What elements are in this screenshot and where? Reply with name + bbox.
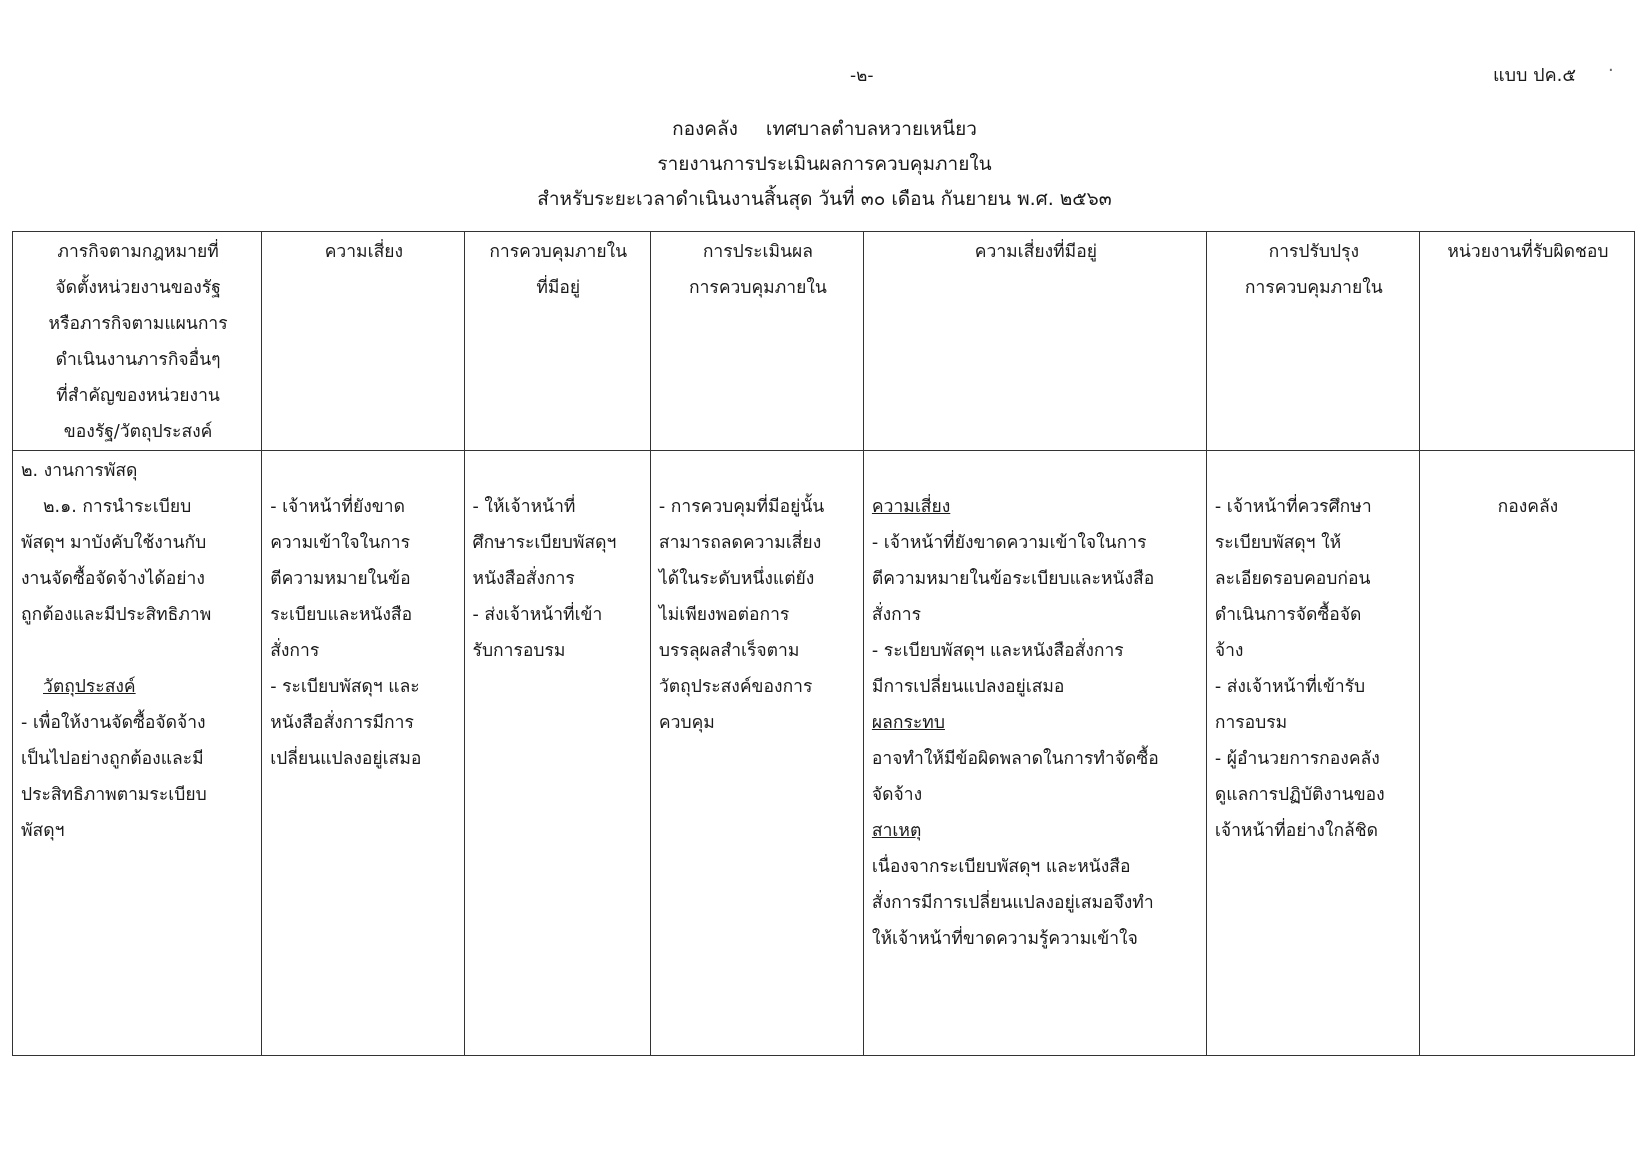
- cell-risk: - เจ้าหน้าที่ยังขาด ความเข้าใจในการ ตีความหมายในข้อ ระเบียบและหนังสือ สั่งการ - ระเบียบพัสดุฯ และ หนังสือสั่งการมีการ เปลี่ยนแปลงอยู่เสมอ: [262, 451, 464, 1056]
- cell-remaining-risk: ความเสี่ยง - เจ้าหน้าที่ยังขาดความเข้าใจในการ ตีความหมายในข้อระเบียบและหนังสือ สั่งการ - ระเบียบพัสดุฯ และหนังสือสั่งการ มีการเปลี่ยนแปลงอยู่เสมอ ผลกระทบ อาจทำให้มีข้อผิดพลาดในการทำจัดซื้อ จัดจ้าง สาเหตุ เนื่องจากระเบียบพัสดุฯ และหนังสือ สั่งการมีการเปลี่ยนแปลงอยู่เสมอจึงทำ ให้เจ้าหน้าที่ขาดความรู้ความเข้าใจ: [863, 451, 1206, 1056]
- header-org-line: [0, 112, 1649, 147]
- cell-responsible: [1419, 451, 1634, 1056]
- risk-label: ความเสี่ยง: [871, 497, 951, 517]
- table-row: [13, 451, 1635, 1056]
- report-period: สำหรับระยะเวลาดำเนินงานสิ้นสุด วันที่ ๓๐ เดือน กันยายน พ.ศ. ๒๕๖๓: [537, 188, 1112, 210]
- report-header: [0, 112, 1649, 217]
- table-header-row: [13, 232, 1635, 451]
- header-responsible: หน่วยงานที่รับผิดชอบ: [1419, 232, 1634, 451]
- header-evaluation: การประเมินผล การควบคุมภายใน: [650, 232, 863, 451]
- report-title: รายงานการประเมินผลการควบคุมภายใน: [657, 153, 992, 175]
- responsible-unit: กองคลัง: [1497, 497, 1559, 517]
- evaluation-table: [12, 231, 1635, 1056]
- stray-mark: ·: [1608, 60, 1614, 81]
- header-improvement: การปรับปรุง การควบคุมภายใน: [1206, 232, 1419, 451]
- header-risk: ความเสี่ยง: [262, 232, 464, 451]
- cell-improvement: - เจ้าหน้าที่ควรศึกษา ระเบียบพัสดุฯ ให้ ละเอียดรอบคอบก่อน ดำเนินการจัดซื้อจัด จ้าง - ส่งเจ้าหน้าที่เข้ารับ การอบรม - ผู้อำนวยการกองคลัง ดูแลการปฏิบัติงานของ เจ้าหน้าที่อย่างใกล้ชิด: [1206, 451, 1419, 1056]
- section-title: ๒. งานการพัสดุ: [21, 461, 138, 481]
- cell-evaluation: - การควบคุมที่มีอยู่นั้น สามารถลดความเสี่ยง ได้ในระดับหนึ่งแต่ยัง ไม่เพียงพอต่อการ บรรลุผลสำเร็จตาม วัตถุประสงค์ของการ ควบคุม: [650, 451, 863, 1056]
- header-mission: ภารกิจตามกฎหมายที่ จัดตั้งหน่วยงานของรัฐ หรือภารกิจตามแผนการ ดำเนินงานภารกิจอื่นๆ ที่สำคัญของหน่วยงาน ของรัฐ/วัตถุประสงค์: [13, 232, 262, 451]
- objective-label: วัตถุประสงค์: [43, 677, 136, 697]
- page-number: -๒-: [850, 66, 874, 86]
- cell-mission: ๒. งานการพัสดุ ๒.๑. การนำระเบียบ พัสดุฯ มาบังคับใช้งานกับ งานจัดซื้อจัดจ้างได้อย่าง ถูกต้องและมีประสิทธิภาพ วัตถุประสงค์ - เพื่อให้งานจัดซื้อจัดจ้าง เป็นไปอย่างถูกต้องและมี ประสิทธิภาพตามระเบียบ พัสดุฯ: [13, 451, 262, 1056]
- org-division: กองคลัง: [672, 118, 738, 140]
- form-code: แบบ ปค.๕: [1493, 65, 1576, 86]
- cell-existing-control: - ให้เจ้าหน้าที่ ศึกษาระเบียบพัสดุฯ หนังสือสั่งการ - ส่งเจ้าหน้าที่เข้า รับการอบรม: [464, 451, 650, 1056]
- header-remaining-risk: ความเสี่ยงที่มีอยู่: [863, 232, 1206, 451]
- org-name: เทศบาลตำบลหวายเหนียว: [765, 118, 977, 140]
- cause-label: สาเหตุ: [871, 821, 922, 841]
- header-existing-control: การควบคุมภายใน ที่มีอยู่: [464, 232, 650, 451]
- impact-label: ผลกระทบ: [871, 713, 945, 733]
